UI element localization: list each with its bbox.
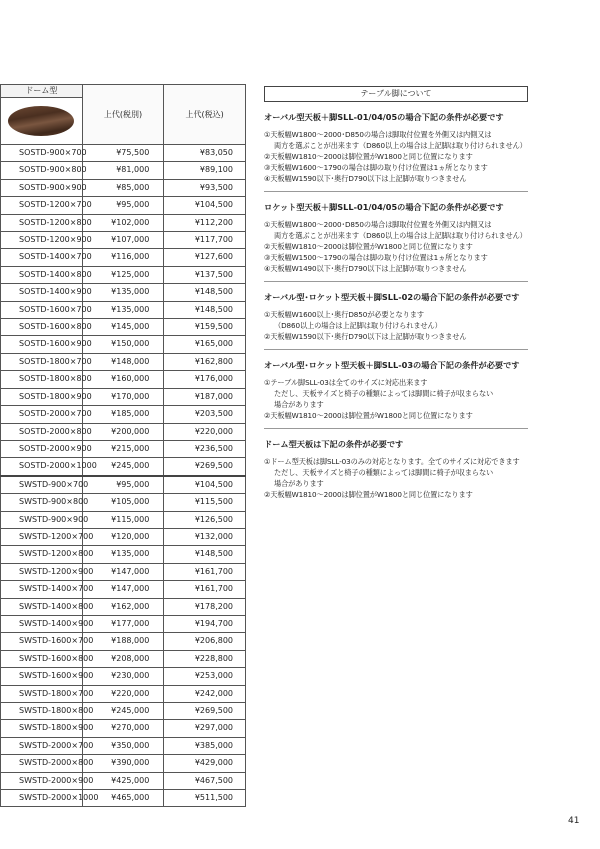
price-ex-tax-cell: ¥81,000	[82, 162, 164, 179]
price-in-tax-cell: ¥159,500	[164, 319, 246, 336]
condition-line: ③天板幅W1500～1790の場合は脚の取り付け位置は1ヵ所となります	[264, 253, 488, 262]
price-ex-tax-cell: ¥220,000	[82, 685, 164, 702]
model-cell: SWSTD-900×700	[1, 476, 83, 494]
price-in-tax-cell: ¥253,000	[164, 668, 246, 685]
table-row	[1, 546, 246, 563]
model-cell: SOSTD-1800×700	[1, 353, 83, 370]
price-ex-tax-cell: ¥85,000	[82, 179, 164, 196]
table-row	[1, 214, 246, 231]
price-ex-tax-cell: ¥208,000	[82, 650, 164, 667]
price-ex-tax-cell: ¥200,000	[82, 423, 164, 440]
table-row	[1, 319, 246, 336]
table-row	[1, 388, 246, 405]
table-row	[1, 266, 246, 283]
model-cell: SWSTD-1400×800	[1, 598, 83, 615]
price-in-tax-cell: ¥178,200	[164, 598, 246, 615]
price-ex-tax-cell: ¥270,000	[82, 720, 164, 737]
price-in-tax-cell: ¥220,000	[164, 423, 246, 440]
table-row	[1, 145, 246, 162]
condition-line: ただし、天板サイズと椅子の種類によっては脚間に椅子が収まらない	[274, 468, 494, 477]
price-in-tax-cell: ¥137,500	[164, 266, 246, 283]
price-ex-tax-cell: ¥135,000	[82, 284, 164, 301]
condition-line: ③天板幅W1600～1790の場合は脚の取り付け位置は1ヵ所となります	[264, 163, 488, 172]
price-in-tax-cell: ¥385,000	[164, 737, 246, 754]
price-ex-tax-cell: ¥150,000	[82, 336, 164, 353]
price-ex-tax-cell: ¥95,000	[82, 197, 164, 214]
model-cell: SWSTD-1600×900	[1, 668, 83, 685]
price-in-tax-cell: ¥242,000	[164, 685, 246, 702]
info-sections	[264, 102, 528, 507]
price-ex-tax-cell: ¥245,000	[82, 703, 164, 720]
price-ex-tax-cell: ¥188,000	[82, 633, 164, 650]
price-in-tax-cell: ¥206,800	[164, 633, 246, 650]
condition-line: ①ドーム型天板は脚SLL-03のみの対応となります。全てのサイズに対応できます	[264, 457, 520, 466]
section-heading: オーバル型･ロケット型天板＋脚SLL-03の場合下記の条件が必要です	[264, 360, 520, 370]
price-ex-tax-cell: ¥390,000	[82, 755, 164, 772]
price-in-tax-cell: ¥161,700	[164, 563, 246, 580]
price-ex-tax-cell: ¥160,000	[82, 371, 164, 388]
condition-line: ②天板幅W1590以下･奥行D790以下は上記脚が取りつきません	[264, 332, 467, 341]
condition-line: （D860以上の場合は上記脚は取り付けられません）	[274, 321, 442, 330]
model-cell: SOSTD-2000×1000	[1, 458, 83, 476]
table-row	[1, 650, 246, 667]
price-ex-tax-cell: ¥147,000	[82, 563, 164, 580]
model-cell: SOSTD-1400×800	[1, 266, 83, 283]
table-row	[1, 232, 246, 249]
model-cell: SOSTD-2000×800	[1, 423, 83, 440]
condition-line: ①テーブル脚SLL-03は全てのサイズに対応出来ます	[264, 378, 428, 387]
model-cell: SOSTD-1600×700	[1, 301, 83, 318]
column-header-in-tax: 上代(税込)	[164, 85, 246, 145]
model-cell: SOSTD-1800×800	[1, 371, 83, 388]
table-row	[1, 720, 246, 737]
price-ex-tax-cell: ¥185,000	[82, 406, 164, 423]
table-row	[1, 494, 246, 511]
table-row	[1, 528, 246, 545]
condition-line: ④天板幅W1590以下･奥行D790以下は上記脚が取りつきません	[264, 174, 467, 183]
price-in-tax-cell: ¥148,500	[164, 546, 246, 563]
model-cell: SWSTD-900×800	[1, 494, 83, 511]
price-in-tax-cell: ¥511,500	[164, 790, 246, 807]
price-ex-tax-cell: ¥135,000	[82, 301, 164, 318]
price-in-tax-cell: ¥161,700	[164, 581, 246, 598]
table-row	[1, 685, 246, 702]
price-ex-tax-cell: ¥135,000	[82, 546, 164, 563]
price-ex-tax-cell: ¥147,000	[82, 581, 164, 598]
price-ex-tax-cell: ¥350,000	[82, 737, 164, 754]
price-ex-tax-cell: ¥120,000	[82, 528, 164, 545]
table-row	[1, 476, 246, 494]
model-cell: SOSTD-2000×700	[1, 406, 83, 423]
price-in-tax-cell: ¥83,050	[164, 145, 246, 162]
price-ex-tax-cell: ¥116,000	[82, 249, 164, 266]
table-row	[1, 615, 246, 632]
table-row	[1, 458, 246, 476]
price-in-tax-cell: ¥126,500	[164, 511, 246, 528]
model-cell: SWSTD-2000×900	[1, 772, 83, 789]
table-row	[1, 336, 246, 353]
condition-line: ①天板幅W1800～2000･D850の場合は脚取付位置を外側又は内側又は	[264, 130, 492, 139]
table-row	[1, 581, 246, 598]
price-in-tax-cell: ¥115,500	[164, 494, 246, 511]
price-in-tax-cell: ¥104,500	[164, 197, 246, 214]
price-in-tax-cell: ¥176,000	[164, 371, 246, 388]
condition-line: 両方を選ぶことが出来ます（D860以上の場合は上記脚は取り付けられません）	[274, 231, 527, 240]
table-row	[1, 772, 246, 789]
table-row	[1, 353, 246, 370]
price-ex-tax-cell: ¥465,000	[82, 790, 164, 807]
model-cell: SWSTD-1800×900	[1, 720, 83, 737]
table-row	[1, 301, 246, 318]
model-cell: SWSTD-2000×700	[1, 737, 83, 754]
price-ex-tax-cell: ¥115,000	[82, 511, 164, 528]
table-row	[1, 511, 246, 528]
model-cell: SOSTD-1600×800	[1, 319, 83, 336]
info-section	[264, 350, 528, 429]
table-row	[1, 703, 246, 720]
condition-line: ②天板幅W1810～2000は脚位置がW1800と同じ位置になります	[264, 411, 473, 420]
price-ex-tax-cell: ¥425,000	[82, 772, 164, 789]
table-row	[1, 179, 246, 196]
price-in-tax-cell: ¥187,000	[164, 388, 246, 405]
price-ex-tax-cell: ¥162,000	[82, 598, 164, 615]
table-row	[1, 563, 246, 580]
model-cell: SWSTD-1600×700	[1, 633, 83, 650]
model-cell: SWSTD-1600×800	[1, 650, 83, 667]
condition-line: ただし、天板サイズと椅子の種類によっては脚間に椅子が収まらない	[274, 389, 494, 398]
price-in-tax-cell: ¥203,500	[164, 406, 246, 423]
condition-line: ②天板幅W1810～2000は脚位置がW1800と同じ位置になります	[264, 490, 473, 499]
model-cell: SOSTD-1600×900	[1, 336, 83, 353]
price-ex-tax-cell: ¥215,000	[82, 440, 164, 457]
info-section	[264, 282, 528, 350]
price-in-tax-cell: ¥148,500	[164, 284, 246, 301]
price-ex-tax-cell: ¥105,000	[82, 494, 164, 511]
condition-line: ①天板幅W1600以上･奥行D850が必要となります	[264, 310, 424, 319]
model-cell: SOSTD-1400×700	[1, 249, 83, 266]
info-section	[264, 429, 528, 507]
model-cell: SWSTD-1200×800	[1, 546, 83, 563]
price-in-tax-cell: ¥467,500	[164, 772, 246, 789]
price-ex-tax-cell: ¥177,000	[82, 615, 164, 632]
model-cell: SOSTD-1200×700	[1, 197, 83, 214]
price-in-tax-cell: ¥236,500	[164, 440, 246, 457]
price-in-tax-cell: ¥297,000	[164, 720, 246, 737]
model-cell: SOSTD-1200×900	[1, 232, 83, 249]
table-row	[1, 668, 246, 685]
model-cell: SWSTD-1800×700	[1, 685, 83, 702]
column-header-ex-tax: 上代(税別)	[82, 85, 164, 145]
table-row	[1, 790, 246, 807]
condition-line: ②天板幅W1810～2000は脚位置がW1800と同じ位置になります	[264, 242, 473, 251]
price-rows	[1, 145, 246, 807]
model-cell: SOSTD-1400×900	[1, 284, 83, 301]
price-in-tax-cell: ¥127,600	[164, 249, 246, 266]
condition-line: ②天板幅W1810～2000は脚位置がW1800と同じ位置になります	[264, 152, 473, 161]
table-row	[1, 440, 246, 457]
model-cell: SOSTD-1800×900	[1, 388, 83, 405]
section-heading: オーバル型天板＋脚SLL-01/04/05の場合下記の条件が必要です	[264, 112, 504, 122]
table-row	[1, 737, 246, 754]
condition-line: ①天板幅W1800～2000･D850の場合は脚取付位置を外側又は内側又は	[264, 220, 492, 229]
condition-line: ④天板幅W1490以下･奥行D790以下は上記脚が取りつきません	[264, 264, 467, 273]
price-in-tax-cell: ¥112,200	[164, 214, 246, 231]
wood-tabletop-image	[8, 106, 74, 136]
model-cell: SWSTD-900×900	[1, 511, 83, 528]
price-in-tax-cell: ¥162,800	[164, 353, 246, 370]
model-cell: SWSTD-1400×700	[1, 581, 83, 598]
table-row	[1, 633, 246, 650]
dome-table-image	[1, 98, 83, 145]
price-ex-tax-cell: ¥107,000	[82, 232, 164, 249]
model-cell: SWSTD-1200×700	[1, 528, 83, 545]
page-number: 41	[568, 816, 580, 826]
price-in-tax-cell: ¥89,100	[164, 162, 246, 179]
section-heading: ロケット型天板＋脚SLL-01/04/05の場合下記の条件が必要です	[264, 202, 504, 212]
price-in-tax-cell: ¥117,700	[164, 232, 246, 249]
info-section	[264, 192, 528, 282]
price-ex-tax-cell: ¥125,000	[82, 266, 164, 283]
model-cell: SWSTD-2000×1000	[1, 790, 83, 807]
price-ex-tax-cell: ¥170,000	[82, 388, 164, 405]
price-in-tax-cell: ¥165,000	[164, 336, 246, 353]
info-section	[264, 102, 528, 192]
price-ex-tax-cell: ¥75,500	[82, 145, 164, 162]
price-ex-tax-cell: ¥245,000	[82, 458, 164, 476]
price-in-tax-cell: ¥194,700	[164, 615, 246, 632]
table-row	[1, 284, 246, 301]
price-in-tax-cell: ¥269,500	[164, 703, 246, 720]
dome-type-label: ドーム型	[1, 85, 83, 98]
price-in-tax-cell: ¥228,800	[164, 650, 246, 667]
model-cell: SOSTD-1200×800	[1, 214, 83, 231]
condition-line: 場合があります	[274, 400, 324, 409]
model-cell: SOSTD-2000×900	[1, 440, 83, 457]
condition-line: 場合があります	[274, 479, 324, 488]
table-row	[1, 197, 246, 214]
table-leg-info-panel	[264, 86, 528, 507]
table-row	[1, 423, 246, 440]
model-cell: SWSTD-1200×900	[1, 563, 83, 580]
price-in-tax-cell: ¥93,500	[164, 179, 246, 196]
price-in-tax-cell: ¥132,000	[164, 528, 246, 545]
price-table	[0, 84, 246, 807]
model-cell: SOSTD-900×900	[1, 179, 83, 196]
table-row	[1, 249, 246, 266]
price-ex-tax-cell: ¥95,000	[82, 476, 164, 494]
price-in-tax-cell: ¥429,000	[164, 755, 246, 772]
table-row	[1, 406, 246, 423]
table-row	[1, 371, 246, 388]
price-in-tax-cell: ¥148,500	[164, 301, 246, 318]
price-ex-tax-cell: ¥230,000	[82, 668, 164, 685]
price-in-tax-cell: ¥104,500	[164, 476, 246, 494]
model-cell: SWSTD-1800×800	[1, 703, 83, 720]
table-row	[1, 162, 246, 179]
price-ex-tax-cell: ¥148,000	[82, 353, 164, 370]
table-row	[1, 755, 246, 772]
model-cell: SWSTD-2000×800	[1, 755, 83, 772]
price-ex-tax-cell: ¥102,000	[82, 214, 164, 231]
model-cell: SWSTD-1400×900	[1, 615, 83, 632]
model-cell: SOSTD-900×800	[1, 162, 83, 179]
model-cell: SOSTD-900×700	[1, 145, 83, 162]
condition-line: 両方を選ぶことが出来ます（D860以上の場合は上記脚は取り付けられません）	[274, 141, 527, 150]
section-heading: ドーム型天板は下記の条件が必要です	[264, 439, 404, 449]
price-ex-tax-cell: ¥145,000	[82, 319, 164, 336]
section-heading: オーバル型･ロケット型天板＋脚SLL-02の場合下記の条件が必要です	[264, 292, 520, 302]
table-row	[1, 598, 246, 615]
info-title: テーブル脚について	[264, 86, 528, 102]
price-in-tax-cell: ¥269,500	[164, 458, 246, 476]
